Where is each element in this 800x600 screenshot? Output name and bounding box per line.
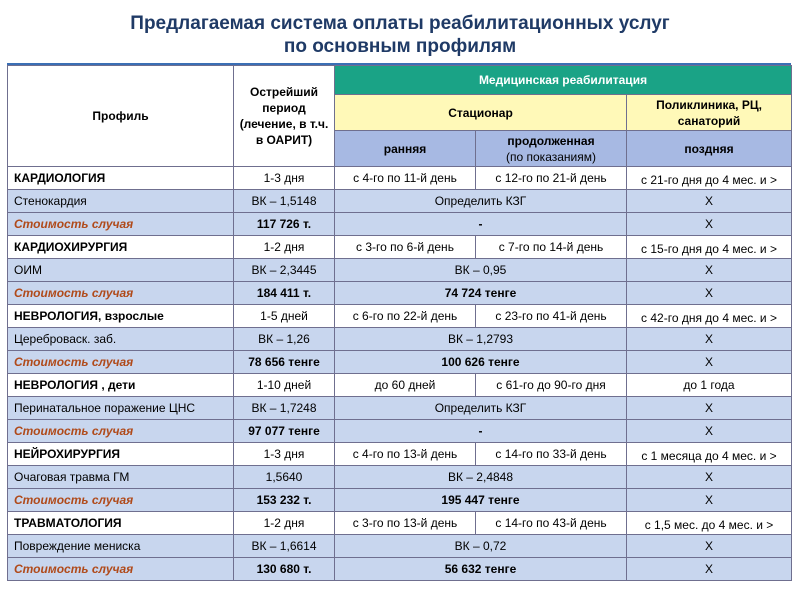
table-row bbox=[8, 236, 792, 259]
table-row bbox=[8, 328, 792, 351]
table-row bbox=[8, 190, 792, 213]
profile-name: КАРДИОХИРУРГИЯ bbox=[8, 236, 234, 259]
inpatient-cost: 100 626 тенге bbox=[335, 351, 627, 374]
acute-cost: 78 656 тенге bbox=[234, 351, 335, 374]
table-row bbox=[8, 489, 792, 512]
profile-name: КАРДИОЛОГИЯ bbox=[8, 167, 234, 190]
profile-name: НЕЙРОХИРУРГИЯ bbox=[8, 443, 234, 466]
late-value: Х bbox=[627, 213, 792, 236]
late-value: Х bbox=[627, 558, 792, 581]
table-row bbox=[8, 466, 792, 489]
header-continued bbox=[476, 131, 627, 167]
continued-duration: с 23-го по 41-й день bbox=[476, 305, 627, 328]
case-cost-label: Стоимость случая bbox=[8, 351, 234, 374]
late-duration: с 42-го дня до 4 мес. и > bbox=[627, 305, 792, 328]
late-duration: с 1,5 мес. до 4 мес. и > bbox=[627, 512, 792, 535]
inpatient-coefficient: ВК – 2,4848 bbox=[335, 466, 627, 489]
late-value: Х bbox=[627, 259, 792, 282]
header-early: ранняя bbox=[335, 131, 476, 167]
late-duration: с 15-го дня до 4 мес. и > bbox=[627, 236, 792, 259]
case-cost-label: Стоимость случая bbox=[8, 489, 234, 512]
diagnosis-name: Цереброваск. заб. bbox=[8, 328, 234, 351]
table-row bbox=[8, 558, 792, 581]
late-value: Х bbox=[627, 397, 792, 420]
acute-coefficient: 1,5640 bbox=[234, 466, 335, 489]
late-value: Х bbox=[627, 328, 792, 351]
late-duration: с 1 месяца до 4 мес. и > bbox=[627, 443, 792, 466]
table-row bbox=[8, 259, 792, 282]
table-row bbox=[8, 305, 792, 328]
continued-duration: с 14-го по 43-й день bbox=[476, 512, 627, 535]
acute-cost: 97 077 тенге bbox=[234, 420, 335, 443]
header-continued-note: (по показаниям) bbox=[506, 149, 596, 164]
header-acute-period: Острейший период (лечение, в т.ч. в ОАРИТ) bbox=[234, 66, 335, 167]
case-cost-label: Стоимость случая bbox=[8, 420, 234, 443]
table-row bbox=[8, 397, 792, 420]
profile-name: ТРАВМАТОЛОГИЯ bbox=[8, 512, 234, 535]
inpatient-coefficient: ВК – 0,72 bbox=[335, 535, 627, 558]
inpatient-coefficient: Определить КЗГ bbox=[335, 190, 627, 213]
early-duration: с 4-го по 13-й день bbox=[335, 443, 476, 466]
inpatient-coefficient: ВК – 0,95 bbox=[335, 259, 627, 282]
acute-duration: 1-3 дня bbox=[234, 167, 335, 190]
acute-coefficient: ВК – 1,6614 bbox=[234, 535, 335, 558]
acute-duration: 1-2 дня bbox=[234, 236, 335, 259]
case-cost-label: Стоимость случая bbox=[8, 282, 234, 305]
diagnosis-name: Повреждение мениска bbox=[8, 535, 234, 558]
acute-duration: 1-2 дня bbox=[234, 512, 335, 535]
acute-cost: 184 411 т. bbox=[234, 282, 335, 305]
header-continued-label: продолженная bbox=[507, 133, 595, 148]
acute-coefficient: ВК – 1,5148 bbox=[234, 190, 335, 213]
inpatient-cost: - bbox=[335, 213, 627, 236]
acute-coefficient: ВК – 1,26 bbox=[234, 328, 335, 351]
early-duration: с 3-го по 6-й день bbox=[335, 236, 476, 259]
diagnosis-name: Очаговая травма ГМ bbox=[8, 466, 234, 489]
header-medical-rehabilitation: Медицинская реабилитация bbox=[335, 66, 792, 95]
acute-cost: 130 680 т. bbox=[234, 558, 335, 581]
table-row bbox=[8, 512, 792, 535]
title-line-2: по основным профилям bbox=[283, 36, 517, 57]
inpatient-cost: 56 632 тенге bbox=[335, 558, 627, 581]
late-duration: с 21-го дня до 4 мес. и > bbox=[627, 167, 792, 190]
early-duration: с 4-го по 11-й день bbox=[335, 167, 476, 190]
inpatient-coefficient: Определить КЗГ bbox=[335, 397, 627, 420]
table-row bbox=[8, 374, 792, 397]
late-value: Х bbox=[627, 420, 792, 443]
early-duration: до 60 дней bbox=[335, 374, 476, 397]
continued-duration: с 61-го до 90-го дня bbox=[476, 374, 627, 397]
acute-duration: 1-5 дней bbox=[234, 305, 335, 328]
profile-name: НЕВРОЛОГИЯ , дети bbox=[8, 374, 234, 397]
table-row bbox=[8, 420, 792, 443]
late-value: Х bbox=[627, 489, 792, 512]
diagnosis-name: Стенокардия bbox=[8, 190, 234, 213]
table-row bbox=[8, 535, 792, 558]
tariff-table-wrapper bbox=[7, 63, 791, 598]
late-value: Х bbox=[627, 282, 792, 305]
tariff-table bbox=[7, 65, 792, 581]
header-inpatient: Стационар bbox=[335, 95, 627, 131]
table-row bbox=[8, 282, 792, 305]
case-cost-label: Стоимость случая bbox=[8, 558, 234, 581]
late-value: Х bbox=[627, 535, 792, 558]
table-row bbox=[8, 213, 792, 236]
diagnosis-name: Перинатальное поражение ЦНС bbox=[8, 397, 234, 420]
acute-cost: 117 726 т. bbox=[234, 213, 335, 236]
inpatient-cost: - bbox=[335, 420, 627, 443]
table-row bbox=[8, 443, 792, 466]
acute-coefficient: ВК – 2,3445 bbox=[234, 259, 335, 282]
early-duration: с 3-го по 13-й день bbox=[335, 512, 476, 535]
acute-duration: 1-10 дней bbox=[234, 374, 335, 397]
header-outpatient: Поликлиника, РЦ, санаторий bbox=[627, 95, 792, 131]
late-value: Х bbox=[627, 351, 792, 374]
title-line-1: Предлагаемая система оплаты реабилитационных услуг bbox=[130, 13, 670, 34]
table-row bbox=[8, 351, 792, 374]
acute-cost: 153 232 т. bbox=[234, 489, 335, 512]
acute-duration: 1-3 дня bbox=[234, 443, 335, 466]
continued-duration: с 7-го по 14-й день bbox=[476, 236, 627, 259]
case-cost-label: Стоимость случая bbox=[8, 213, 234, 236]
header-profile: Профиль bbox=[8, 66, 234, 167]
inpatient-cost: 195 447 тенге bbox=[335, 489, 627, 512]
acute-coefficient: ВК – 1,7248 bbox=[234, 397, 335, 420]
inpatient-cost: 74 724 тенге bbox=[335, 282, 627, 305]
slide-title bbox=[0, 12, 800, 58]
late-value: Х bbox=[627, 190, 792, 213]
late-duration: до 1 года bbox=[627, 374, 792, 397]
header-late: поздняя bbox=[627, 131, 792, 167]
continued-duration: с 14-го по 33-й день bbox=[476, 443, 627, 466]
diagnosis-name: ОИМ bbox=[8, 259, 234, 282]
late-value: Х bbox=[627, 466, 792, 489]
inpatient-coefficient: ВК – 1,2793 bbox=[335, 328, 627, 351]
early-duration: с 6-го по 22-й день bbox=[335, 305, 476, 328]
table-row bbox=[8, 167, 792, 190]
profile-name: НЕВРОЛОГИЯ, взрослые bbox=[8, 305, 234, 328]
continued-duration: с 12-го по 21-й день bbox=[476, 167, 627, 190]
